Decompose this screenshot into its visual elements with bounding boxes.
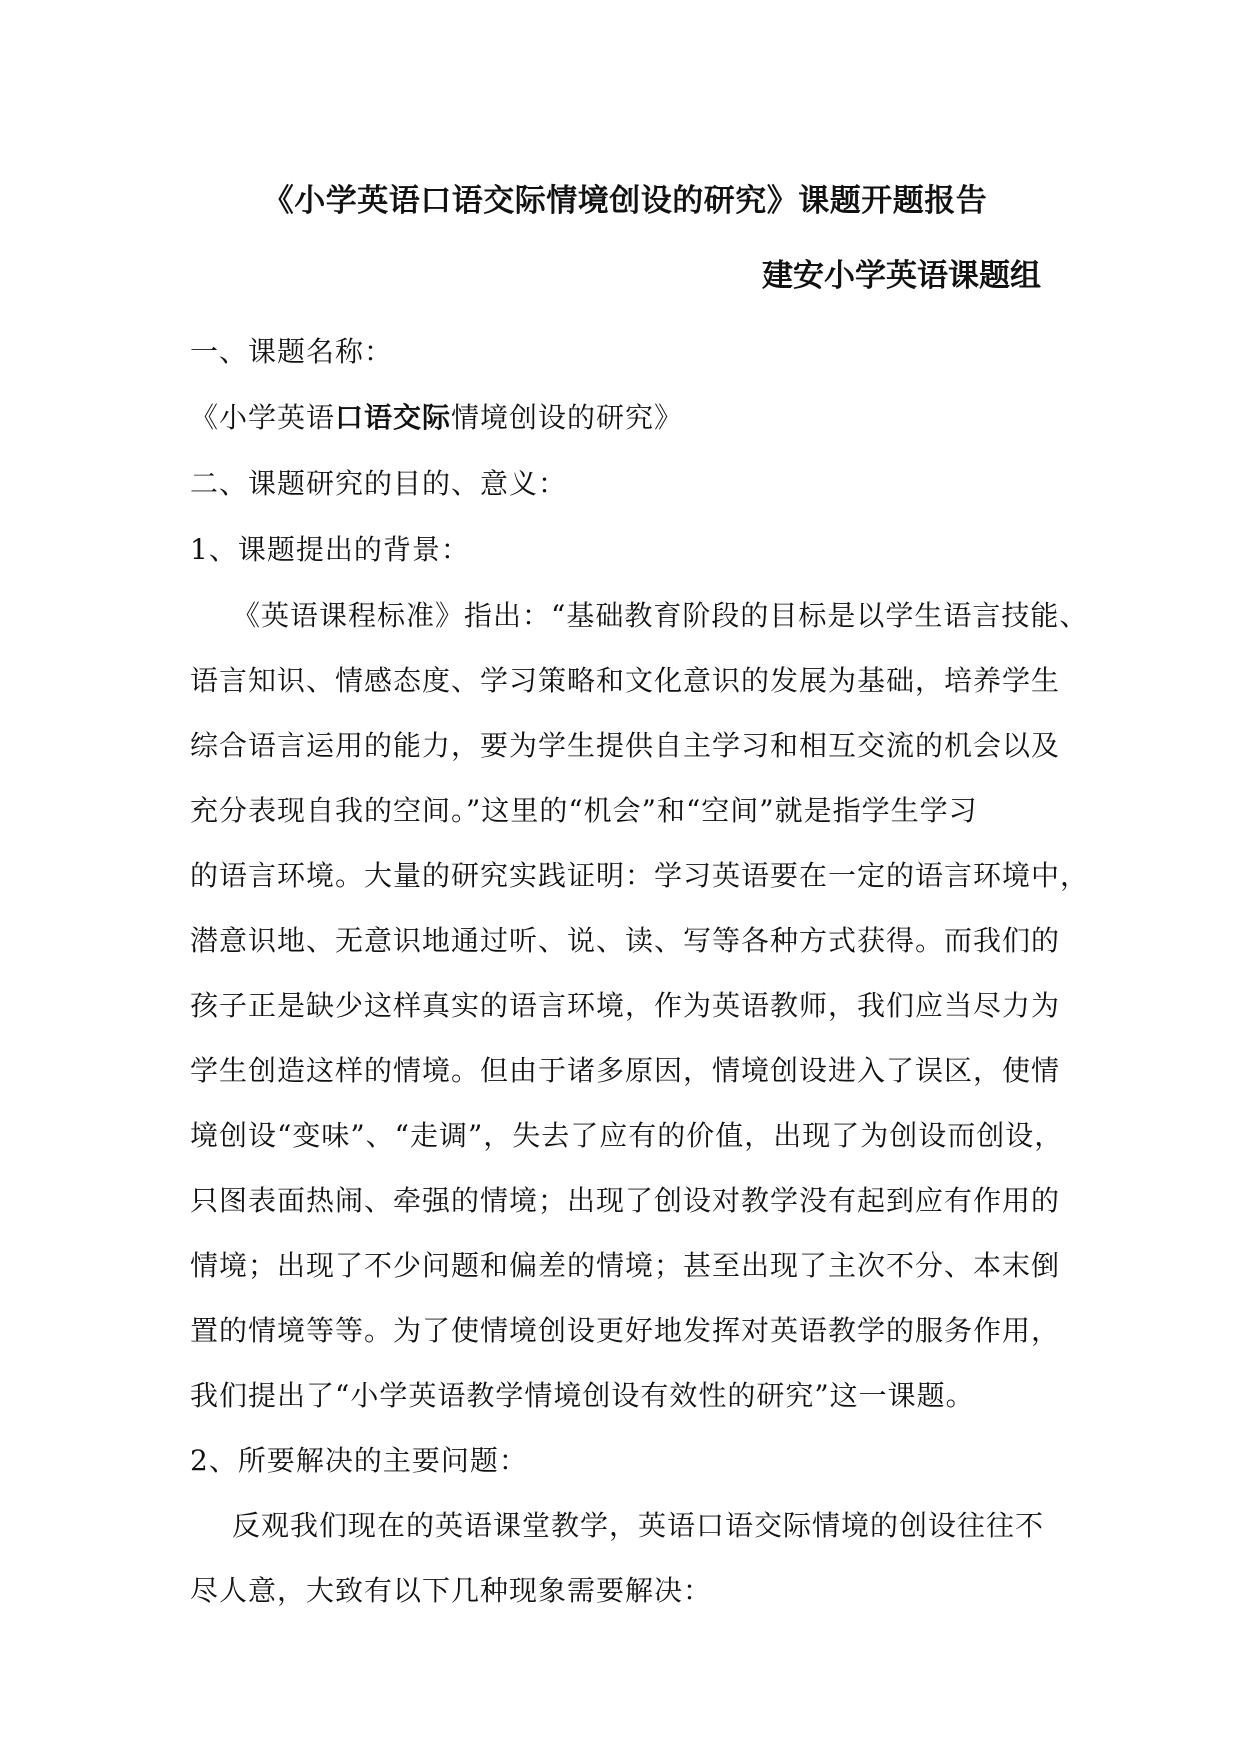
subsection1-heading: 1、课题提出的背景：: [190, 533, 470, 566]
paragraph1-line: 境创设“变味”、“走调”，失去了应有的价值，出现了为创设而创设，: [190, 1119, 1064, 1152]
paragraph1-line: 综合语言运用的能力，要为学生提供自主学习和相互交流的机会以及: [190, 729, 1061, 762]
topic-name: [190, 398, 1060, 438]
paragraph1-line: 孩子正是缺少这样真实的语言环境，作为英语教师，我们应当尽力为: [190, 989, 1061, 1022]
topic-name-part2-bold: 口语交际: [335, 401, 452, 434]
topic-name-part1: 《小学英语: [190, 401, 336, 434]
topic-name-part3: 情境创设的研究》: [451, 401, 684, 434]
paragraph1-line: 潜意识地、无意识地通过听、说、读、写等各种方式获得。而我们的: [190, 924, 1061, 957]
section2-heading: 二、课题研究的目的、意义：: [190, 467, 568, 500]
paragraph1-line: 《英语课程标准》指出：“基础教育阶段的目标是以学生语言技能、: [232, 599, 1089, 632]
paragraph1-line: 语言知识、情感态度、学习策略和文化意识的发展为基础，培养学生: [190, 664, 1061, 697]
paragraph1-line: 置的情境等等。为了使情境创设更好地发挥对英语教学的服务作用，: [190, 1314, 1061, 1347]
paragraph1-line: 我们提出了“小学英语教学情境创设有效性的研究”这一课题。: [190, 1379, 975, 1412]
paragraph1-line: 情境；出现了不少问题和偏差的情境；甚至出现了主次不分、本末倒: [190, 1249, 1061, 1282]
section1-heading: 一、课题名称：: [190, 335, 394, 368]
paragraph1-line: 充分表现自我的空间。”这里的“机会”和“空间”就是指学生学习: [190, 794, 978, 827]
document-author: 建安小学英语课题组: [762, 258, 1041, 294]
document-title: 《小学英语口语交际情境创设的研究》课题开题报告: [262, 183, 988, 219]
paragraph2-line: 反观我们现在的英语课堂教学，英语口语交际情境的创设往往不: [232, 1509, 1045, 1542]
subsection2-heading: 2、所要解决的主要问题：: [190, 1444, 528, 1477]
paragraph1-line: 学生创造这样的情境。但由于诸多原因，情境创设进入了误区，使情: [190, 1054, 1061, 1087]
paragraph1-line: 只图表面热闹、牵强的情境；出现了创设对教学没有起到应有作用的: [190, 1184, 1061, 1217]
paragraph1-line: 的语言环境。大量的研究实践证明：学习英语要在一定的语言环境中，: [190, 859, 1090, 892]
paragraph2-line: 尽人意，大致有以下几种现象需要解决：: [190, 1574, 713, 1607]
